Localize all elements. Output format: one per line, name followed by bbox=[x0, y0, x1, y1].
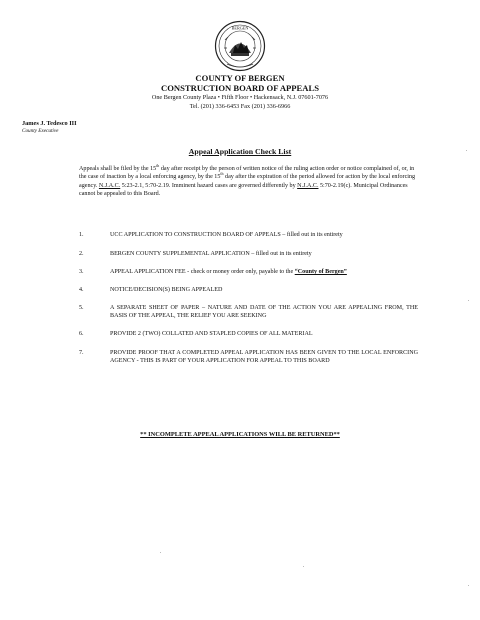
item-text: NOTICE/DECISION(S) BEING APPEALED bbox=[110, 287, 223, 293]
citation-njac-2: N.J.A.C. bbox=[297, 182, 319, 189]
item-text-wrap bbox=[110, 268, 418, 276]
item-text: PROVIDE PROOF THAT A COMPLETED APPEAL APPLICATION HAS BEEN GIVEN TO THE LOCAL ENFORCING AGENCY - THIS IS PART OF YOUR APPLICATION FOR APPEAL TO THIS BOARD bbox=[110, 350, 418, 365]
scan-speck bbox=[468, 585, 469, 586]
item-text: PROVIDE 2 (TWO) COLLATED AND STAPLED COPIES OF ALL MATERIAL bbox=[110, 331, 313, 337]
intro-paragraph bbox=[79, 162, 417, 199]
item-text: BERGEN COUNTY SUPPLEMENTAL APPLICATION – filled out in its entirety bbox=[110, 251, 312, 257]
scan-speck bbox=[466, 150, 467, 151]
item-number: 4. bbox=[79, 287, 84, 293]
document-title: Appeal Application Check List bbox=[188, 147, 292, 156]
phone-line: Tel. (201) 336-6453 Fax (201) 336-6966 bbox=[189, 103, 291, 110]
executive-name: James J. Tedesco III bbox=[22, 120, 77, 127]
board-heading: CONSTRUCTION BOARD OF APPEALS bbox=[161, 83, 319, 93]
item-text: APPEAL APPLICATION FEE - check or money order only, payable to the bbox=[110, 269, 295, 275]
address-line: One Bergen County Plaza • Fifth Floor • Hackensack, N.J. 07601-7076 bbox=[151, 94, 329, 101]
scan-speck bbox=[303, 566, 304, 567]
county-seal-icon bbox=[214, 20, 266, 72]
item-number: 7. bbox=[79, 350, 84, 356]
item-number: 6. bbox=[79, 331, 84, 337]
fee-payee: “County of Bergen” bbox=[294, 269, 347, 275]
county-heading: COUNTY OF BERGEN bbox=[195, 73, 285, 83]
intro-text-2: day after receipt by the person of written notice of the ruling action order or notice complained of, or, in the case of inaction by a local enforcing agency, by the 15 bbox=[79, 166, 415, 181]
scan-speck bbox=[468, 300, 469, 301]
intro-text-5: 5:70-2.19(c). Municipal Ordinances cannot be appealed to this Board. bbox=[79, 182, 408, 198]
item-number: 5. bbox=[79, 305, 84, 311]
item-text: A SEPARATE SHEET OF PAPER – NATURE AND DATE OF THE ACTION YOU ARE APPEALING FROM, THE BASIS OF THE APPEAL, THE RELIEF YOU ARE SEEKING bbox=[110, 305, 418, 320]
intro-text-3: day after the expiration of the period allowed for action by the local enforcing agency. bbox=[79, 174, 416, 189]
intro-sup-1: th bbox=[156, 162, 160, 168]
item-text: UCC APPLICATION TO CONSTRUCTION BOARD OF APPEALS – filled out in its entirety bbox=[110, 232, 343, 238]
item-number: 3. bbox=[79, 269, 84, 275]
intro-sup-2: th bbox=[220, 171, 224, 177]
seal-text: BERGEN bbox=[231, 25, 249, 31]
incomplete-warning: ** INCOMPLETE APPEAL APPLICATIONS WILL BE RETURNED** bbox=[140, 431, 340, 438]
intro-text-4: 5:23-2.1, 5:70-2.19. Imminent hazard cases are governed differently by bbox=[120, 182, 298, 189]
citation-njac-1: N.J.A.C. bbox=[98, 182, 121, 189]
scan-speck bbox=[160, 552, 161, 553]
item-number: 1. bbox=[79, 232, 84, 238]
intro-text-1: Appeals shall be filed by the 15 bbox=[79, 166, 157, 172]
item-number: 2. bbox=[79, 251, 84, 257]
executive-title: County Executive bbox=[22, 128, 59, 134]
